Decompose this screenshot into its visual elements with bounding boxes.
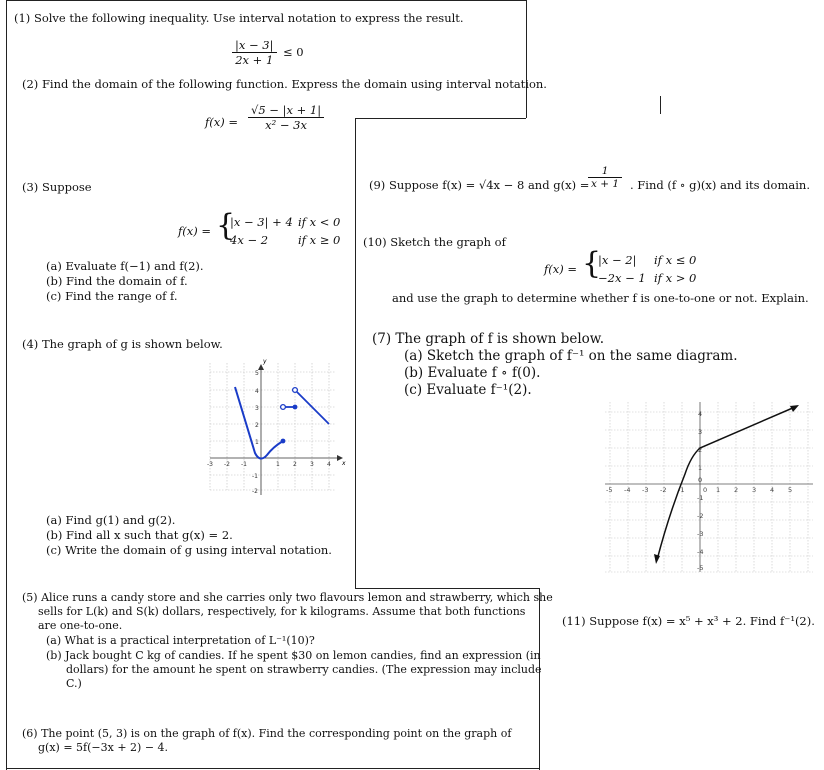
f-y-tick: -5 — [697, 564, 704, 572]
f-y-tick: 4 — [698, 410, 703, 418]
problem-2-numerator: √5 − |x + 1| — [248, 103, 324, 118]
problem-1-denominator: 2x + 1 — [235, 53, 274, 67]
g-x-tick: 1 — [276, 461, 280, 468]
g-grid — [210, 363, 335, 490]
problem-3-case1-expr: |x − 3| + 4 — [230, 215, 293, 229]
problem-5-part-b-line-3: C.) — [66, 677, 82, 690]
problem-5-line-2: sells for L(k) and S(k) dollars, respectively, for k kilograms. Assume that both functions — [38, 605, 526, 618]
g-x-tick: 2 — [293, 461, 297, 468]
f-y-tick: -1 — [697, 494, 704, 502]
problem-10-case1-expr: |x − 2| — [598, 253, 637, 267]
problem-4-part-c: (c) Write the domain of g using interval notation. — [46, 543, 332, 557]
divider-middle — [355, 118, 356, 588]
g-x-tick: -2 — [224, 461, 230, 468]
problem-5-part-b-line-1: (b) Jack bought C kg of candies. If he spent $30 on lemon candies, find an expression (in — [46, 649, 541, 662]
problem-3-case2-cond: if x ≥ 0 — [298, 233, 341, 247]
divider-step-top — [355, 118, 526, 119]
problem-1-numerator: |x − 3| — [232, 38, 277, 53]
problem-11-text: (11) Suppose f(x) = x⁵ + x³ + 2. Find f⁻¹(2). — [562, 614, 815, 628]
problem-9-fraction — [588, 165, 622, 190]
problem-10-case2-expr: −2x − 1 — [598, 271, 646, 285]
problem-1-fraction — [232, 38, 277, 67]
problem-1-relation: ≤ 0 — [283, 45, 304, 59]
problem-9-pre: (9) Suppose f(x) = √4x − 8 and g(x) = — [369, 178, 590, 192]
problem-4-part-a: (a) Find g(1) and g(2). — [46, 513, 176, 527]
f-x-tick: -2 — [660, 486, 667, 494]
problem-2-prompt: (2) Find the domain of the following function. Express the domain using interval notation. — [22, 77, 547, 91]
g-x-tick: 4 — [327, 461, 331, 468]
g-x-tick: -3 — [207, 461, 213, 468]
problem-9-post: . Find (f ∘ g)(x) and its domain. — [630, 178, 810, 192]
problem-10-case2-cond: if x > 0 — [654, 271, 697, 285]
problem-5-line-3: are one-to-one. — [38, 619, 123, 632]
problem-4-prompt: (4) The graph of g is shown below. — [22, 337, 223, 351]
g-y-tick: -2 — [252, 488, 258, 495]
f-y-tick: 2 — [698, 446, 703, 454]
g-x-tick: 3 — [310, 461, 314, 468]
f-x-tick: 0 — [703, 486, 708, 494]
problem-10-prompt: (10) Sketch the graph of — [363, 235, 506, 249]
border-top-left — [6, 0, 527, 1]
f-y-tick: -3 — [697, 530, 704, 538]
f-y-tick: 1 — [698, 464, 703, 472]
f-y-tick: 3 — [698, 428, 703, 436]
f-x-tick: 1 — [716, 486, 721, 494]
f-x-tick: 2 — [734, 486, 739, 494]
g-x-label: x — [342, 460, 346, 467]
problem-3-part-b: (b) Find the domain of f. — [46, 274, 188, 288]
problem-4-part-b: (b) Find all x such that g(x) = 2. — [46, 528, 233, 542]
g-descending-segment — [297, 392, 329, 424]
divider-step-bottom — [355, 588, 540, 589]
g-y-tick: 2 — [255, 422, 259, 429]
g-closed-point — [293, 405, 298, 410]
problem-1-prompt: (1) Solve the following inequality. Use interval notation to express the result. — [14, 11, 464, 25]
f-y-tick: 0 — [698, 476, 703, 484]
problem-7-part-a: (a) Sketch the graph of f⁻¹ on the same diagram. — [404, 348, 738, 364]
problem-2-lhs: f(x) = — [205, 115, 239, 129]
f-y-tick: -2 — [697, 512, 704, 520]
f-y-tick: -4 — [697, 548, 704, 556]
problem-2-fraction — [248, 103, 324, 132]
problem-5-part-b-line-2: dollars) for the amount he spent on strawberry candies. (The expression may include — [66, 663, 542, 676]
problem-5-part-a: (a) What is a practical interpretation of L⁻¹(10)? — [46, 634, 315, 647]
g-open-point — [281, 405, 286, 410]
g-y-tick: -1 — [252, 473, 258, 480]
problem-6-line-1: (6) The point (5, 3) is on the graph of f(x). Find the corresponding point on the graph of — [22, 727, 512, 740]
problem-4-graph — [205, 355, 355, 500]
problem-7-part-b: (b) Evaluate f ∘ f(0). — [404, 365, 541, 381]
g-curve-parabola — [235, 387, 283, 459]
problem-10-after: and use the graph to determine whether f is one-to-one or not. Explain. — [392, 291, 809, 305]
problem-7-part-c: (c) Evaluate f⁻¹(2). — [404, 382, 532, 398]
f-x-tick: -3 — [642, 486, 649, 494]
divider-upper — [526, 0, 527, 118]
f-x-tick: 4 — [770, 486, 775, 494]
f-arrow-bottom — [654, 554, 660, 564]
f-x-tick: -5 — [606, 486, 613, 494]
g-filled-endpoint — [281, 439, 286, 444]
problem-3-prompt: (3) Suppose — [22, 180, 92, 194]
problem-3-part-a: (a) Evaluate f(−1) and f(2). — [46, 259, 204, 273]
g-x-tick: -1 — [241, 461, 247, 468]
problem-3-case1-cond: if x < 0 — [298, 215, 341, 229]
border-left — [6, 0, 7, 770]
problem-9-numerator: 1 — [588, 165, 622, 178]
problem-7-prompt: (7) The graph of f is shown below. — [372, 331, 605, 347]
f-grid — [605, 402, 813, 572]
problem-7-graph — [605, 402, 815, 574]
problem-2-denominator: x² − 3x — [265, 118, 307, 132]
problem-10-lhs: f(x) = — [544, 262, 578, 276]
g-y-tick: 5 — [255, 370, 259, 377]
problem-3-case2-expr: 4x − 2 — [230, 233, 269, 247]
g-y-tick: 1 — [255, 439, 259, 446]
problem-6-line-2: g(x) = 5f(−3x + 2) − 4. — [38, 741, 169, 754]
f-x-tick: -4 — [624, 486, 631, 494]
problem-5-line-1: (5) Alice runs a candy store and she carries only two flavours lemon and strawberry, which she — [22, 591, 553, 604]
divider-lower — [539, 588, 540, 770]
g-y-tick: 3 — [255, 405, 259, 412]
problem-10-case1-cond: if x ≤ 0 — [654, 253, 697, 267]
g-open-point-top — [293, 388, 298, 393]
f-x-tick: 3 — [752, 486, 757, 494]
problem-3-lhs: f(x) = — [178, 224, 212, 238]
problem-10-brace: { — [582, 246, 602, 281]
f-x-tick: -1 — [678, 486, 685, 494]
g-y-label: y — [263, 358, 267, 365]
problem-9-denominator: x + 1 — [591, 178, 620, 190]
g-y-tick: 4 — [255, 388, 259, 395]
border-bottom — [6, 768, 540, 769]
problem-3-brace: { — [216, 208, 236, 243]
f-arrow-top — [790, 405, 799, 412]
f-x-tick: 5 — [788, 486, 793, 494]
text-cursor — [660, 96, 661, 114]
problem-3-part-c: (c) Find the range of f. — [46, 289, 178, 303]
